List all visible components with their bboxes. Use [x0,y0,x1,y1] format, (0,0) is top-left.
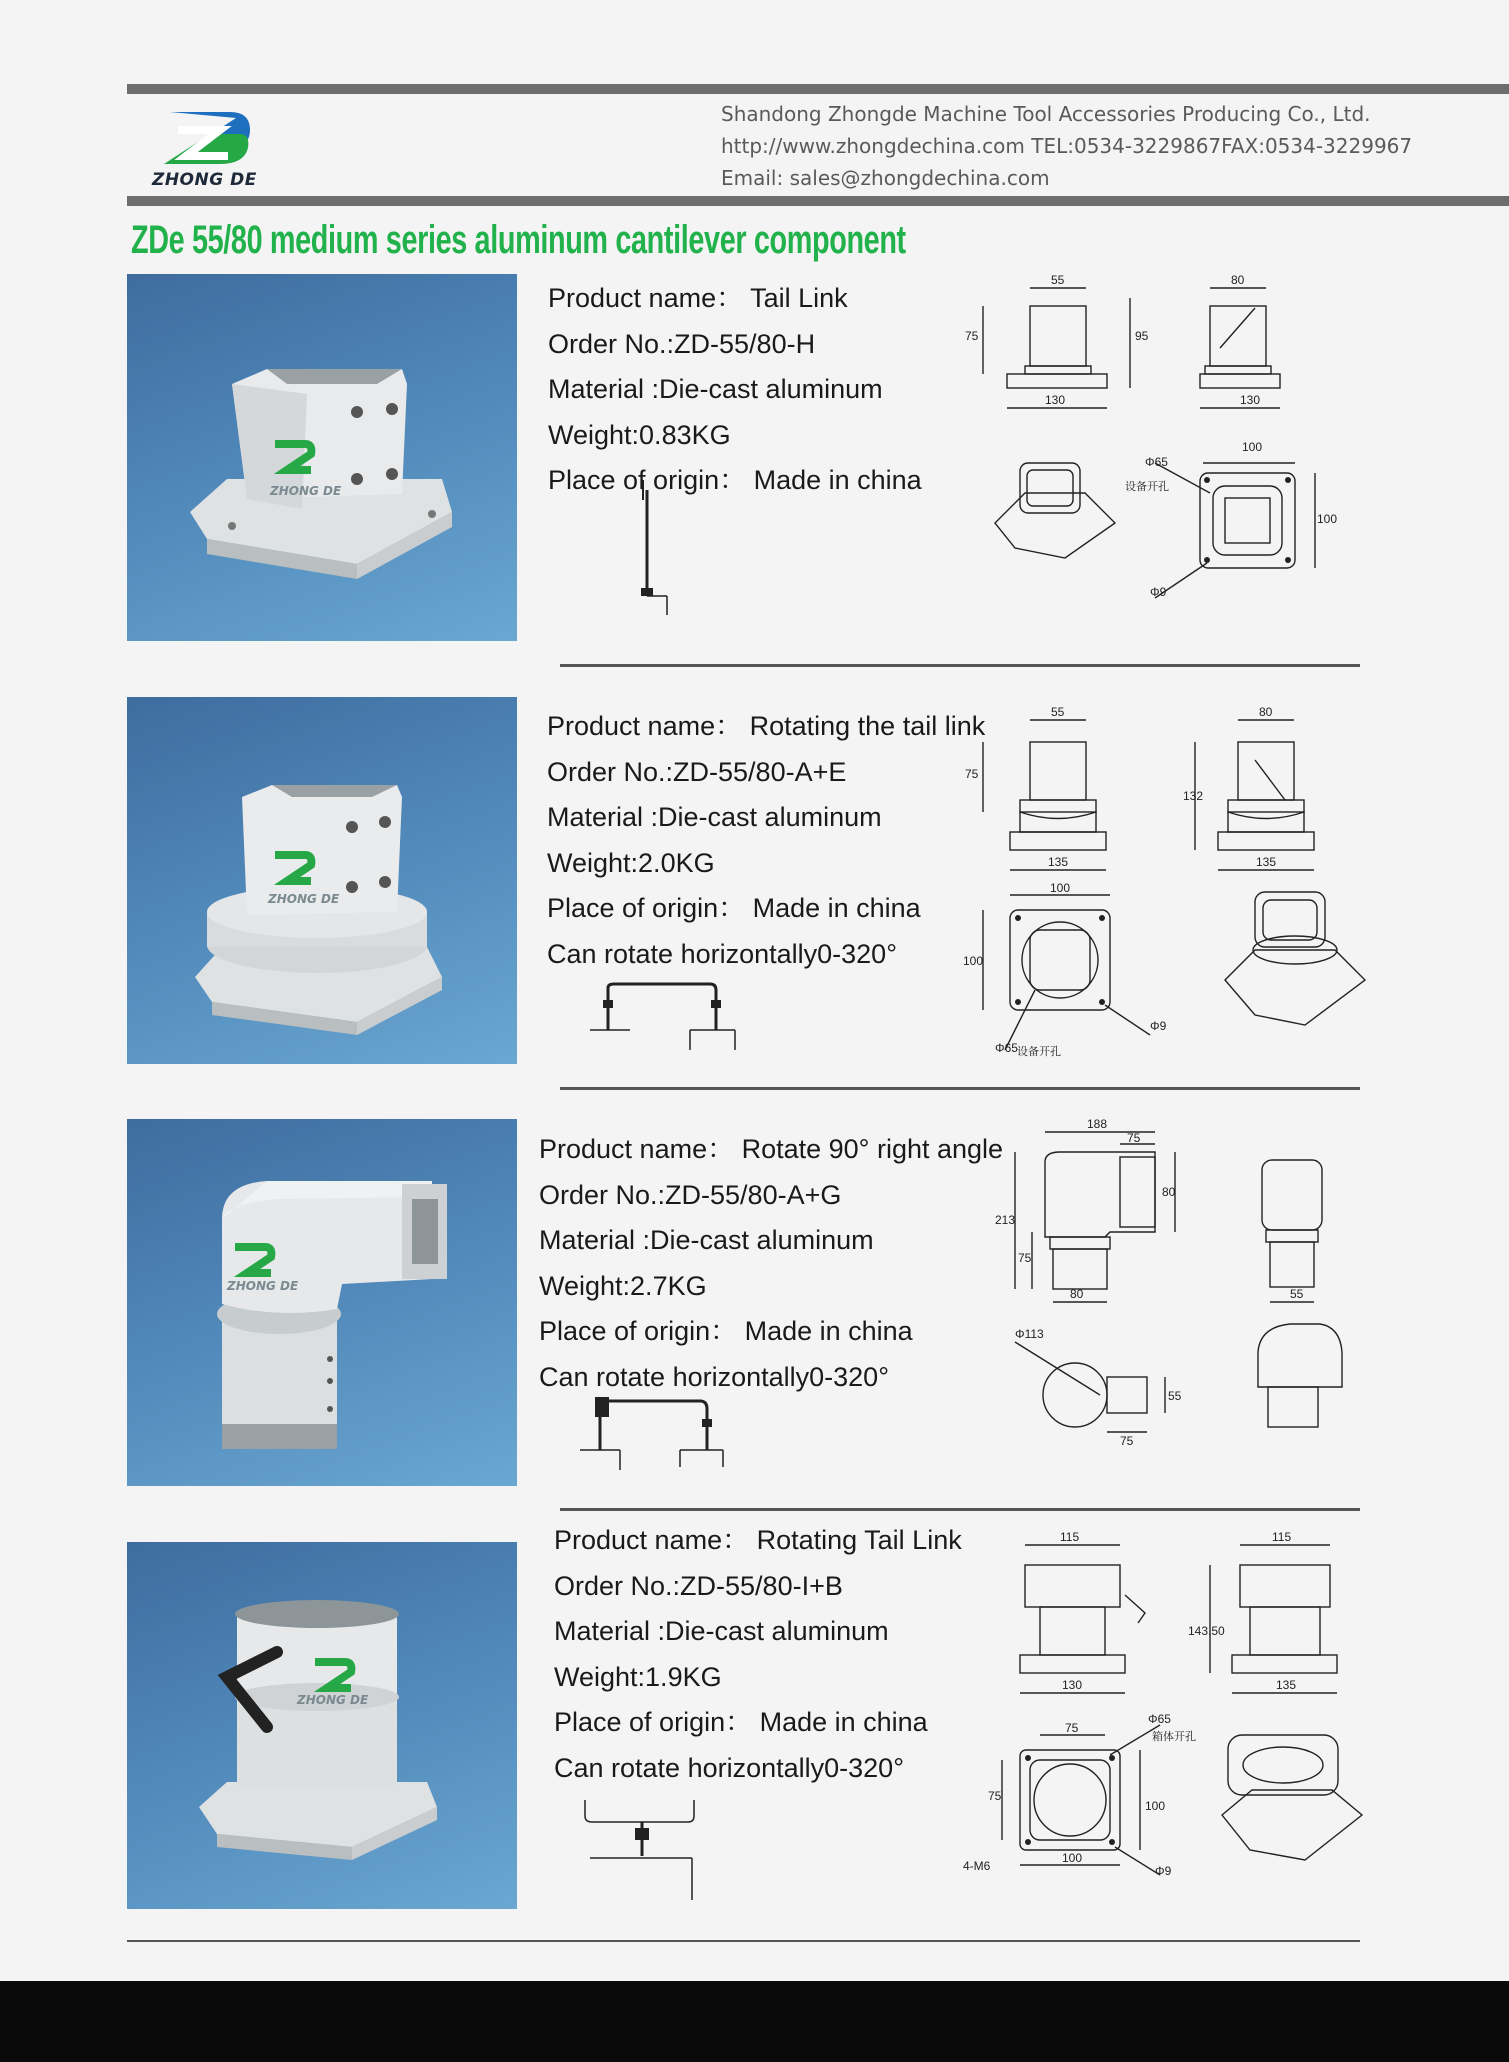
order-number: Order No.:ZD-55/80-I+B [554,1570,843,1601]
weight: Weight:2.0KG [547,847,715,878]
dim-top-w: 55 [1051,273,1065,287]
dim-top-w: 115 [1060,1530,1080,1544]
company-name: Shandong Zhongde Machine Tool Accessories Producing Co., Ltd. [721,102,1371,126]
order-number: Order No.:ZD-55/80-A+E [547,756,847,787]
footer-band [0,1981,1509,2062]
photo-logo-text: ZHONG DE [297,1693,369,1707]
dim-total-w: 188 [1087,1117,1108,1131]
weight: Weight:0.83KG [548,419,731,450]
dim-arm-h: 80 [1162,1185,1176,1199]
technical-drawing-3 [990,1112,1370,1452]
usage-sketch-4 [580,1800,700,1900]
page-title: ZDe 55/80 medium series aluminum cantilever component [131,218,906,262]
product-photo-rotating-tail-link-handle [127,1542,517,1909]
place-of-origin: Place of origin： Made in china [554,1707,928,1738]
dim-top-w: 55 [1051,705,1065,719]
product-specs-4 [554,1518,962,1792]
header-bottom-bar [127,196,1509,206]
dim-round-d: Φ113 [1015,1327,1044,1341]
dim-bolt: Φ9 [1150,1019,1167,1033]
header-top-bar [127,84,1509,94]
dim-plan-w: 75 [1120,1434,1134,1448]
dim-inner-h: 75 [988,1789,1002,1803]
logo-text: ZHONG DE [152,170,257,190]
dim-base1: 130 [1045,393,1066,407]
dim-hole: Φ65 [1145,455,1168,469]
usage-sketch-1 [615,480,675,615]
dim-base2: 135 [1276,1678,1297,1692]
rotation-range: Can rotate horizontally0-320° [554,1752,904,1783]
product-name: Product name： Tail Link [548,283,848,313]
order-number: Order No.:ZD-55/80-H [548,328,816,359]
place-of-origin: Place of origin： Made in china [548,465,922,496]
dim-total-h: 213 [995,1213,1016,1227]
section-divider [560,664,1360,667]
dim-hole: Φ65 [1148,1712,1171,1726]
dim-h2: 95 [1135,329,1149,343]
weight: Weight:1.9KG [554,1661,722,1692]
company-info [721,98,1412,194]
photo-logo-text: ZHONG DE [227,1279,299,1293]
dim-hole-note: 箱体开孔 [1152,1730,1196,1743]
dim-hole-note: 设备开孔 [1017,1045,1061,1058]
dim-top-w2: 80 [1231,273,1245,287]
dim-bolt: Φ9 [1155,1864,1172,1878]
weight: Weight:2.7KG [539,1270,707,1301]
dim-hole: Φ65 [995,1041,1018,1055]
dim-plan-h: 55 [1168,1389,1182,1403]
technical-drawing-1 [955,268,1345,608]
dim-inner-w: 75 [1065,1721,1079,1735]
dim-base1: 130 [1062,1678,1083,1692]
company-web-phone: http://www.zhongdechina.com TEL:0534-3229867FAX:0534-3229967 [721,134,1413,158]
technical-drawing-4 [960,1525,1380,1885]
dim-base2: 135 [1256,855,1277,869]
dim-h1: 75 [965,767,979,781]
bottom-divider [127,1940,1360,1942]
rotation-range: Can rotate horizontally0-320° [547,938,897,969]
dim-base-w: 80 [1070,1287,1084,1301]
dim-h2: 143.50 [1188,1624,1225,1638]
dim-base1: 135 [1048,855,1069,869]
dim-plan-w: 100 [1242,440,1263,454]
material: Material :Die-cast aluminum [547,802,882,833]
dim-plan-w: 100 [1050,881,1071,895]
material: Material :Die-cast aluminum [539,1225,874,1256]
product-name: Product name： Rotating the tail link [547,711,986,741]
product-photo-tail-link [127,274,517,641]
dim-h2: 132 [1183,789,1204,803]
dim-top-w2: 115 [1272,1530,1292,1544]
place-of-origin: Place of origin： Made in china [547,893,921,924]
place-of-origin: Place of origin： Made in china [539,1316,913,1347]
dim-side-w: 55 [1290,1287,1304,1301]
product-photo-right-angle [127,1119,517,1486]
product-specs-3 [539,1127,1003,1401]
photo-logo-text: ZHONG DE [270,484,342,498]
dim-base2: 130 [1240,393,1261,407]
product-photo-rotating-tail-link [127,697,517,1064]
dim-top-w2: 80 [1259,705,1273,719]
usage-sketch-2 [590,980,740,1050]
dim-hole-note: 设备开孔 [1125,480,1169,493]
dim-plan-h: 100 [1317,512,1338,526]
technical-drawing-2 [955,700,1375,1060]
material: Material :Die-cast aluminum [548,374,883,405]
usage-sketch-3 [575,1395,735,1470]
dim-bolt: Φ9 [1150,585,1167,599]
dim-h1: 75 [965,329,979,343]
product-specs-2 [547,704,985,978]
product-name: Product name： Rotate 90° right angle [539,1134,1004,1164]
product-name: Product name： Rotating Tail Link [554,1525,962,1555]
material: Material :Die-cast aluminum [554,1616,889,1647]
dim-low-h: 75 [1018,1251,1032,1265]
photo-logo-text: ZHONG DE [268,892,340,906]
dim-thread: 4-M6 [963,1859,991,1873]
rotation-range: Can rotate horizontally0-320° [539,1361,889,1392]
company-email: Email: sales@zhongdechina.com [721,166,1050,190]
dim-plan-h: 100 [1145,1799,1166,1813]
product-specs-1 [548,276,922,504]
dim-plan-w: 100 [1062,1851,1083,1865]
dim-arm-w: 75 [1127,1131,1141,1145]
order-number: Order No.:ZD-55/80-A+G [539,1179,842,1210]
section-divider [560,1087,1360,1090]
dim-plan-h: 100 [963,954,984,968]
section-divider [560,1508,1360,1511]
